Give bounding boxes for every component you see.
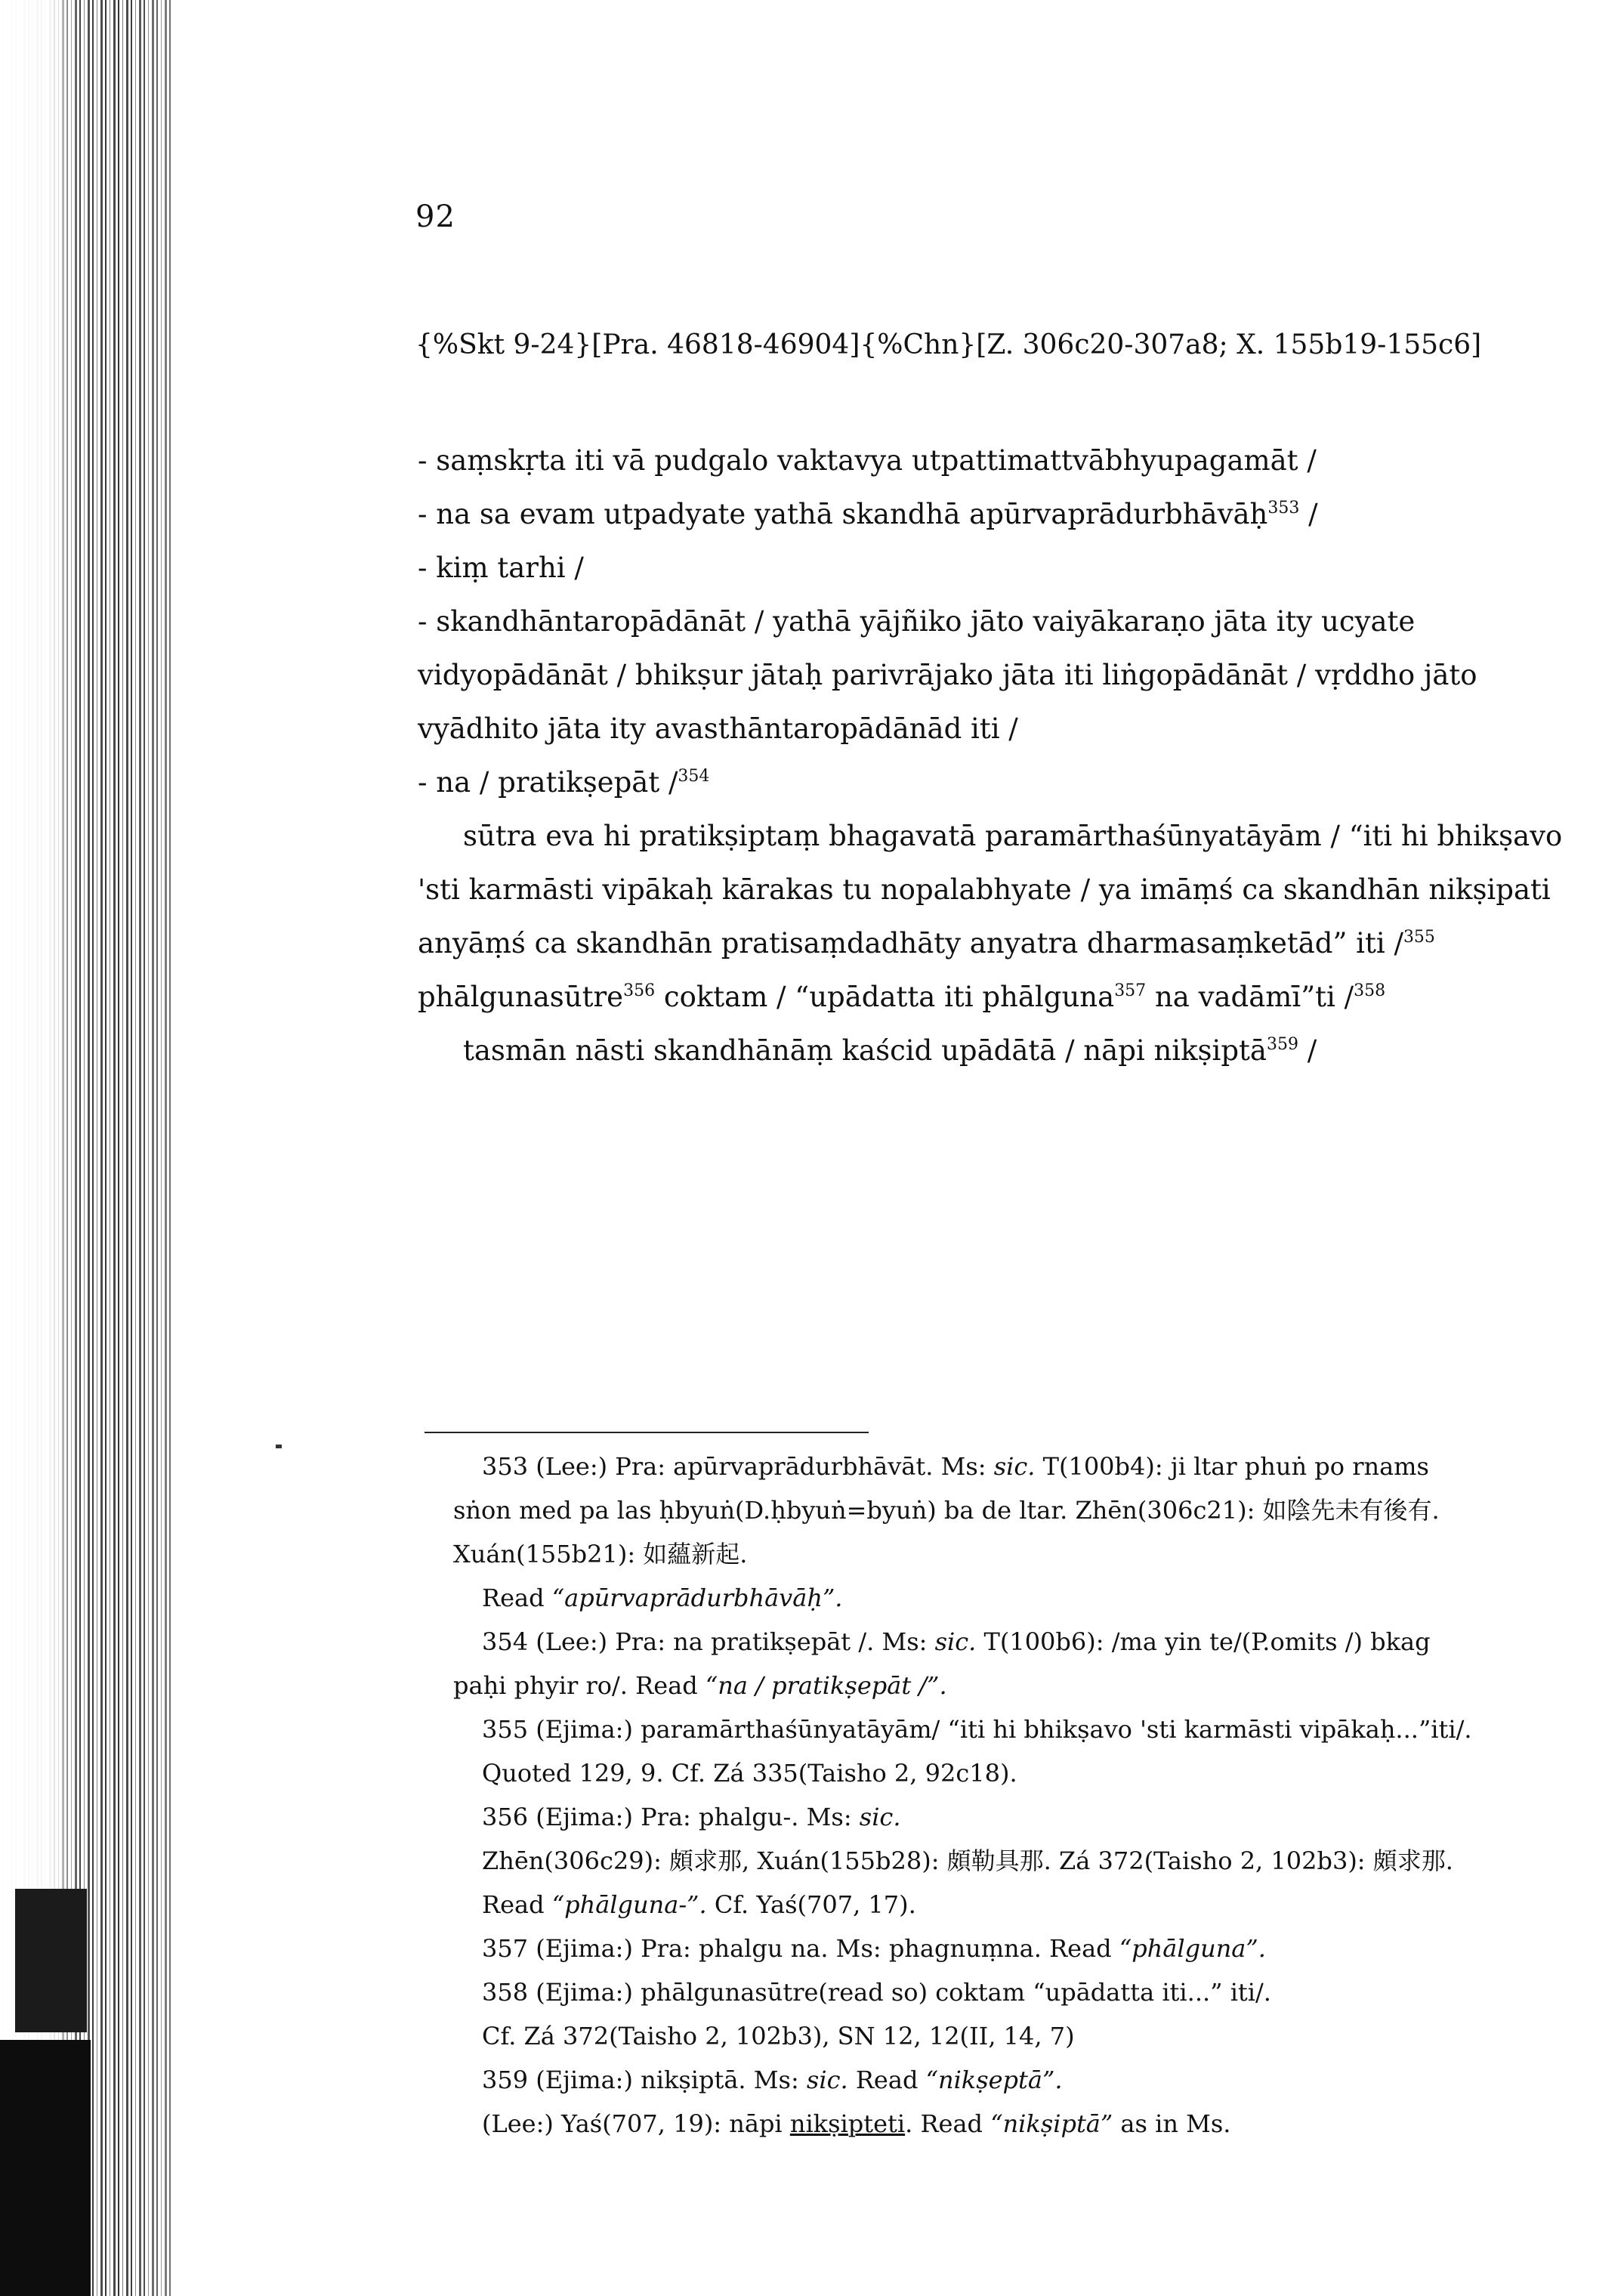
footnote-359: 359 (Ejima:) nikṣiptā. Ms: sic. Read “nikṣeptā”. [482, 2066, 1063, 2094]
footnote-354-cont: paḥi phyir ro/. Read “na / pratikṣepāt /”. [453, 1671, 947, 1700]
main-text [418, 434, 1563, 1077]
footnote-ref-358[interactable]: 358 [1354, 981, 1386, 1000]
main-line-7: - na / pratikṣepāt /$^{354}$ [418, 766, 710, 799]
footnote-ref-357[interactable]: 357 [1114, 981, 1147, 1000]
footnote-ref-356[interactable]: 356 [623, 981, 656, 1000]
main-line-9: 'sti karmāsti vipākaḥ kārakas tu nopalabhyate / ya imāṃś ca skandhān nikṣipati [418, 873, 1551, 906]
footnote-rule [425, 1432, 869, 1433]
scan-gutter-block [15, 1889, 87, 2032]
footnotes [453, 1445, 1556, 2146]
footnote-ref-355[interactable]: 355 [1403, 928, 1435, 947]
footnote-358-cont: Cf. Zá 372(Taisho 2, 102b3), SN 12, 12(II, 14, 7) [482, 2022, 1075, 2050]
reference-line: {%Skt 9-24}[Pra. 46818-46904]{%Chn}[Z. 306c20-307a8; X. 155b19-155c6] [415, 329, 1482, 360]
main-line-12: tasmān nāsti skandhānāṃ kaścid upādātā / nāpi nikṣiptā$^{359}$ / [463, 1034, 1317, 1067]
main-line-3: - kiṃ tarhi / [418, 552, 584, 584]
footnote-356-cont-1: Zhēn(306c29): 頗求那, Xuán(155b28): 頗勒具那. Zá 372(Taisho 2, 102b3): 頗求那. [482, 1846, 1453, 1875]
main-line-8: sūtra eva hi pratikṣiptaṃ bhagavatā paramārthaśūnyatāyām / “iti hi bhikṣavo [463, 820, 1563, 852]
main-line-5: vidyopādānāt / bhikṣur jātaḥ parivrājako jāta iti liṅgopādānāt / vṛddho jāto [418, 659, 1477, 691]
scan-gutter-bottom [0, 2040, 91, 2296]
main-line-10: anyāṃś ca skandhān pratisaṃdadhāty anyatra dharmasaṃketād” iti /$^{355}$ [418, 927, 1435, 959]
footnote-355: 355 (Ejima:) paramārthaśūnyatāyām/ “iti hi bhikṣavo 'sti karmāsti vipākaḥ...”iti/. [482, 1715, 1472, 1744]
footnote-357: 357 (Ejima:) Pra: phalgu na. Ms: phagnuṃna. Read “phālguna”. [482, 1934, 1266, 1963]
footnote-356: 356 (Ejima:) Pra: phalgu-. Ms: sic. [482, 1803, 901, 1831]
scan-speck [276, 1445, 282, 1448]
footnote-ref-353[interactable]: 353 [1267, 499, 1300, 518]
footnote-ref-354[interactable]: 354 [678, 767, 710, 786]
footnote-359-cont: (Lee:) Yaś(707, 19): nāpi nikṣipteti. Read “nikṣiptā” as in Ms. [482, 2109, 1231, 2138]
footnote-355-cont: Quoted 129, 9. Cf. Zá 335(Taisho 2, 92c18). [482, 1759, 1017, 1788]
main-line-4: - skandhāntaropādānāt / yathā yājñiko jāto vaiyākaraṇo jāta ity ucyate [418, 605, 1416, 638]
main-line-6: vyādhito jāta ity avasthāntaropādānād iti / [418, 712, 1018, 745]
main-line-11: phālgunasūtre$^{356}$ coktam / “upādatta iti phālguna$^{357}$ na vadāmī”ti /$^{358}$ [418, 981, 1386, 1013]
page-number: 92 [415, 199, 455, 234]
footnote-353-cont-2: Xuán(155b21): 如蘊新起. [453, 1540, 748, 1568]
main-line-2: - na sa evam utpadyate yathā skandhā apūrvaprādurbhāvāḥ$^{353}$ / [418, 498, 1318, 530]
footnote-354: 354 (Lee:) Pra: na pratikṣepāt /. Ms: sic. T(100b6): /ma yin te/(P.omits /) bkag [482, 1627, 1431, 1656]
footnote-353-read: Read “apūrvaprādurbhāvāḥ”. [482, 1584, 843, 1612]
footnote-353: 353 (Lee:) Pra: apūrvaprādurbhāvāt. Ms: sic. T(100b4): ji ltar phuṅ po rnams [482, 1452, 1429, 1481]
footnote-358: 358 (Ejima:) phālgunasūtre(read so) coktam “upādatta iti...” iti/. [482, 1978, 1271, 2007]
main-line-1: - saṃskṛta iti vā pudgalo vaktavya utpattimattvābhyupagamāt / [418, 444, 1317, 477]
footnote-353-cont-1: sṅon med pa las ḥbyuṅ(D.ḥbyuṅ=byuṅ) ba de ltar. Zhēn(306c21): 如陰先未有後有. [453, 1496, 1440, 1525]
footnote-ref-359[interactable]: 359 [1267, 1035, 1298, 1054]
footnote-356-cont-2: Read “phālguna-”. Cf. Yaś(707, 17). [482, 1890, 916, 1919]
